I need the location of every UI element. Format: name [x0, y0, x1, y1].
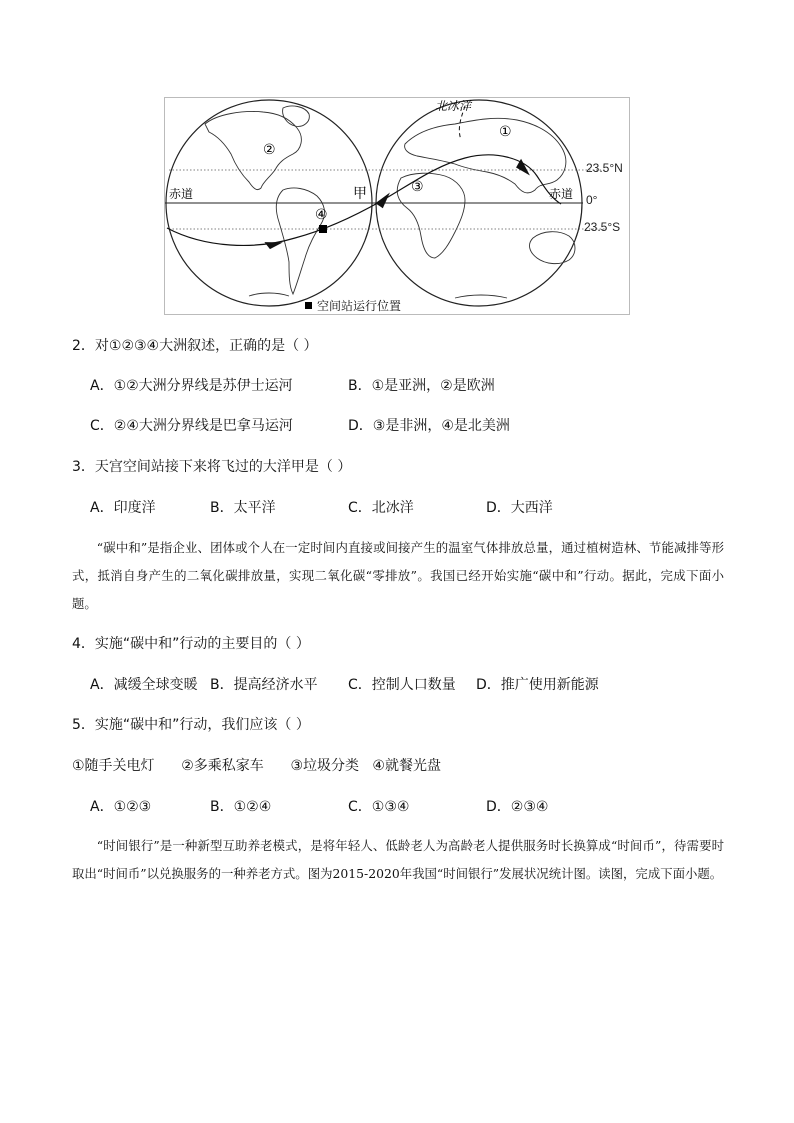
lat-label-north: 23.5°N [586, 161, 623, 175]
q2-option-c[interactable]: C．②④大洲分界线是巴拿马运河 [90, 418, 293, 434]
q3-option-b[interactable]: B．太平洋 [210, 500, 276, 516]
space-station-marker [319, 225, 327, 233]
legend-square-icon [305, 302, 312, 309]
arctic-ocean-label: 北冰洋 [435, 99, 472, 113]
q3-option-c[interactable]: C．北冰洋 [348, 500, 414, 516]
legend-text: 空间站运行位置 [317, 299, 402, 313]
lat-label-south: 23.5°S [584, 220, 621, 234]
q4-option-d[interactable]: D．推广使用新能源 [476, 677, 599, 693]
q5-stem: 5．实施“碳中和”行动，我们应该（ ） [72, 717, 310, 733]
q3-option-a[interactable]: A．印度洋 [90, 500, 156, 516]
continent-label-2: ② [263, 142, 276, 158]
lat-label-equator: 0° [586, 193, 598, 207]
time-bank-passage: “时间银行”是一种新型互助养老模式，是将年轻人、低龄老人为高龄老人提供服务时长换算成“时间币”，待需要时取出“时间币”以兑换服务的一种养老方式。图为2015-2020年我国“时间银行”发展状况统计图。读图，完成下面小题。 [72, 838, 724, 881]
q2-option-d[interactable]: D．③是非洲，④是北美洲 [348, 418, 510, 434]
q3-option-d[interactable]: D．大西洋 [486, 500, 553, 516]
q5-option-a[interactable]: A．①②③ [90, 799, 152, 815]
carbon-neutral-passage: “碳中和”是指企业、团体或个人在一定时间内直接或间接产生的温室气体排放总量，通过植树造林、节能减排等形式，抵消自身产生的二氧化碳排放量，实现二氧化碳“零排放”。我国已经开始实施“碳中和”行动。据此，完成下面小题。 [72, 540, 724, 611]
q2-stem: 2．对①②③④大洲叙述，正确的是（ ） [72, 338, 318, 354]
ocean-label-jia: 甲 [353, 186, 367, 202]
q4-option-b[interactable]: B．提高经济水平 [210, 677, 318, 693]
continent-label-1: ① [499, 124, 512, 140]
continent-label-4: ④ [315, 207, 328, 223]
q2-option-a[interactable]: A．①②大洲分界线是苏伊士运河 [90, 378, 293, 394]
q3-stem: 3．天宫空间站接下来将飞过的大洋甲是（ ） [72, 459, 352, 475]
continent-label-3: ③ [411, 179, 424, 195]
world-map-svg [165, 98, 629, 314]
q4-option-c[interactable]: C．控制人口数量 [348, 677, 456, 693]
q5-option-b[interactable]: B．①②④ [210, 799, 272, 815]
equator-label-left: 赤道 [169, 187, 194, 201]
q5-items: ①随手关电灯 ②多乘私家车 ③垃圾分类 ④就餐光盘 [72, 758, 441, 774]
q4-option-a[interactable]: A．减缓全球变暖 [90, 677, 198, 693]
q4-stem: 4．实施“碳中和”行动的主要目的（ ） [72, 636, 310, 652]
equator-label-right: 赤道 [549, 187, 574, 201]
q5-option-c[interactable]: C．①③④ [348, 799, 410, 815]
q2-option-b[interactable]: B．①是亚洲，②是欧洲 [348, 378, 495, 394]
map-legend [305, 297, 401, 314]
q5-option-d[interactable]: D．②③④ [486, 799, 549, 815]
world-map-figure [164, 97, 630, 315]
